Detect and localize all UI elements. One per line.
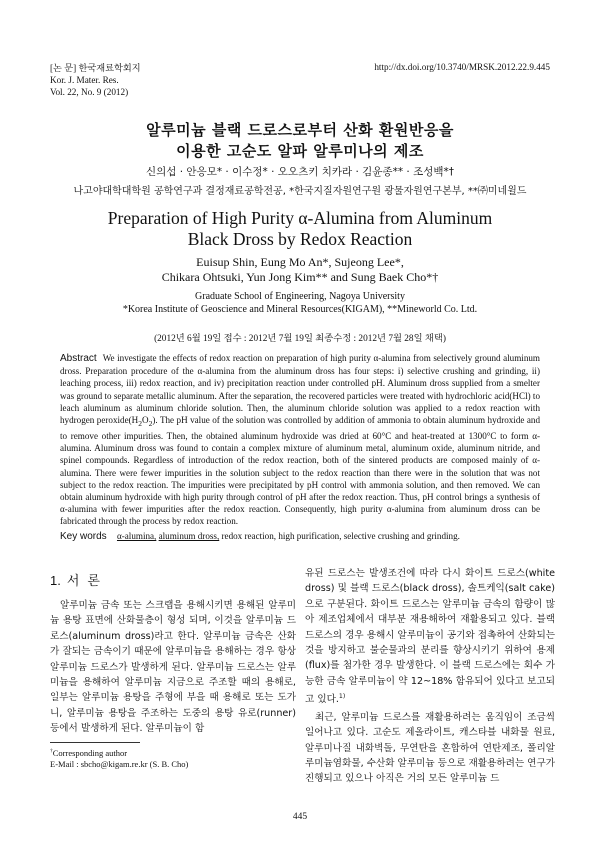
english-affiliation-line1: Graduate School of Engineering, Nagoya University xyxy=(195,291,405,302)
korean-affiliation: 나고야대학대학원 공학연구과 결정재료공학전공, *한국지질자원연구원 광물자원연구본부, **㈜미네윌드 xyxy=(73,186,527,197)
english-title-line1: Preparation of High Purity α-Alumina from Aluminum xyxy=(107,208,493,228)
korean-title-line1: 알루미늄 블랙 드로스로부터 산화 환원반응을 xyxy=(146,121,454,139)
english-title-line2: Black Dross by Redox Reaction xyxy=(187,229,413,249)
body-column-left xyxy=(50,598,296,737)
section-number: 1. xyxy=(50,573,61,588)
paragraph: 최근, 알루미늄 드로스를 재활용하려는 움직임이 조금씩 일어나고 있다. 고순도 제올라이트, 캐스타블 내화물 원료, 알루미나질 내화벽돌, 무연탄을 혼합하여 연탄제조, 폴리알루미늄염화물, 수산화 알루미늄 등으로 재활용하려는 연구가 진행되고 있으나 아직은 거의 모든 알루미늄 드 xyxy=(305,711,555,785)
corresponding-author-note: †Corresponding author xyxy=(50,747,128,758)
korean-title-line2: 이용한 고순도 알파 알루미나의 제조 xyxy=(176,142,424,160)
page-number: 445 xyxy=(292,812,308,822)
keywords-rest: redox reaction, high purification, selective crushing and grinding. xyxy=(221,531,460,541)
paragraph-text: 유된 드로스는 발생조건에 따라 다시 화이트 드로스(white dross) 및 블랙 드로스(black dross), 솔트케익(salt cake)으로 구분된다. 화이트 드로스는 알루미늄 금속의 함량이 많아 제조업체에서 대부분 재용해하여 재활용되고 있다. 블랙 드로스의 경우 용해시 알루미늄이 공기와 접촉하여 산화되는 것을 방지하고 불순물과의 분리를 향상시키기 위하여 용제(flux)를 첨가한 경우 발생한다. 이 블랙 드로스에는 회수 가능한 금속 알루미늄이 약 12~18% 함유되어 있다고 보고되고 있다. xyxy=(305,568,555,706)
abstract xyxy=(60,352,540,528)
paragraph xyxy=(305,566,555,708)
keywords xyxy=(60,531,540,542)
english-authors-line2: Chikara Ohtsuki, Yun Jong Kim** and Sung Baek Cho*† xyxy=(161,270,439,284)
english-authors-line1: Euisup Shin, Eung Mo An*, Sujeong Lee*, xyxy=(196,255,404,269)
section-heading xyxy=(50,570,108,589)
paragraph: 알루미늄 금속 또는 스크랩을 용해시키면 용해된 알루미늄 용탕 표면에 산화물층이 형성 되며, 이것을 알루미늄 드로스(aluminum dross)라고 한다. 알루미늄 금속은 산화가 잘되는 금속이기 때문에 알루미늄을 용해하는 경우 항상 알루미늄 드로스가 발생하게 된다. 알루미늄 드로스는 알루미늄을 용해하여 알루미늄 지금으로 주조할 때의 용해로, 일부는 알루미늄 용탕을 주형에 부을 때 용해로 또는 도가니, 알루미늄 용탕을 주조하는 도중의 용탕 유로(runner)등에서 발생하게 된다. 알루미늄이 함 xyxy=(50,600,296,735)
subscript-2: 2 xyxy=(148,418,153,428)
journal-name-ko: [논 문] 한국재료학회지 xyxy=(50,63,141,73)
body-column-right xyxy=(305,566,555,787)
keyword-alpha-alumina[interactable]: α-alumina, xyxy=(116,531,157,541)
keywords-label: Key words xyxy=(60,531,107,542)
footnote-rule xyxy=(50,742,140,743)
subscript-2: 2 xyxy=(138,418,142,428)
keyword-aluminum-dross[interactable]: aluminum dross, xyxy=(158,531,220,541)
footnote xyxy=(50,746,188,770)
author-email[interactable]: E-Mail : sbcho@kigam.re.kr (S. B. Cho) xyxy=(50,758,189,769)
english-title xyxy=(0,208,600,250)
abstract-text-part2: ). The pH value of the solution was controlled by addition of ammonia to obtain aluminum hydroxide and to remove other impurities. Then, the obtained aluminum hydroxide was dried at 60°C and heat-treated at 1300°C to form α-alumina. Aluminum dross was found to contain a complex mixture of aluminum metal, aluminum oxide, aluminum nitride, and spinel compounds. Regardless of introduction of the redox reaction, both of the sintered products are composed mainly of α-alumina. There were fewer impurities in the solution subject to the redox reaction than there were in the solution that was not subject to the redox reaction. The impurities were precipitated by pH control with ammonia solution, and then removed. We can obtain aluminum hydroxide with high purity through control of pH after the redox reaction. Thus, pH control brings a synthesis of α-alumina with fewer impurities after the redox reaction. Consequently, high purity α-alumina from aluminum dross can be fabricated through the process by redox reaction. xyxy=(60,415,540,527)
korean-authors: 신의섭 · 안응모* · 이수정* · 오오츠키 치카라 · 김윤종** · 조성백*† xyxy=(145,166,455,178)
english-affiliation xyxy=(0,290,600,316)
english-authors xyxy=(0,255,600,285)
journal-abbrev: Kor. J. Mater. Res. xyxy=(50,75,119,85)
doi-link[interactable]: http://dx.doi.org/10.3740/MRSK.2012.22.9.445 xyxy=(374,62,550,72)
abstract-text-o: O xyxy=(142,415,149,426)
journal-volume: Vol. 22, No. 9 (2012) xyxy=(50,87,129,97)
submission-dates: (2012년 6월 19일 접수 : 2012년 7월 19일 최종수정 : 2012년 7월 28일 채택) xyxy=(154,334,446,344)
korean-title xyxy=(0,120,600,162)
english-affiliation-line2: *Korea Institute of Geoscience and Mineral Resources(KIGAM), **Mineworld Co. Ltd. xyxy=(122,304,478,315)
abstract-text-part1: We investigate the effects of redox reaction on preparation of high purity α-alumina from selectively ground aluminum dross. Preparation procedure of the α-alumina from the aluminum dross has four steps: i) selective crushing and grinding, ii) leaching process, iii) redox reaction, and iv) precipitation reaction under controlled pH. Aluminum dross supplied from a smelter was ground to separate metallic aluminum. After the separation, the recovered particles were treated with hydrochloric acid(HCl) to leach aluminum as aluminum chloride solution. Then, the aluminum chloride solution was applied to a redox reaction with hydrogen peroxide(H xyxy=(60,353,540,426)
section-title: 서론 xyxy=(66,574,108,589)
dagger-mark: † xyxy=(50,748,53,754)
journal-header xyxy=(50,62,141,98)
abstract-label: Abstract xyxy=(60,353,97,364)
reference-mark[interactable]: 1) xyxy=(338,693,346,701)
